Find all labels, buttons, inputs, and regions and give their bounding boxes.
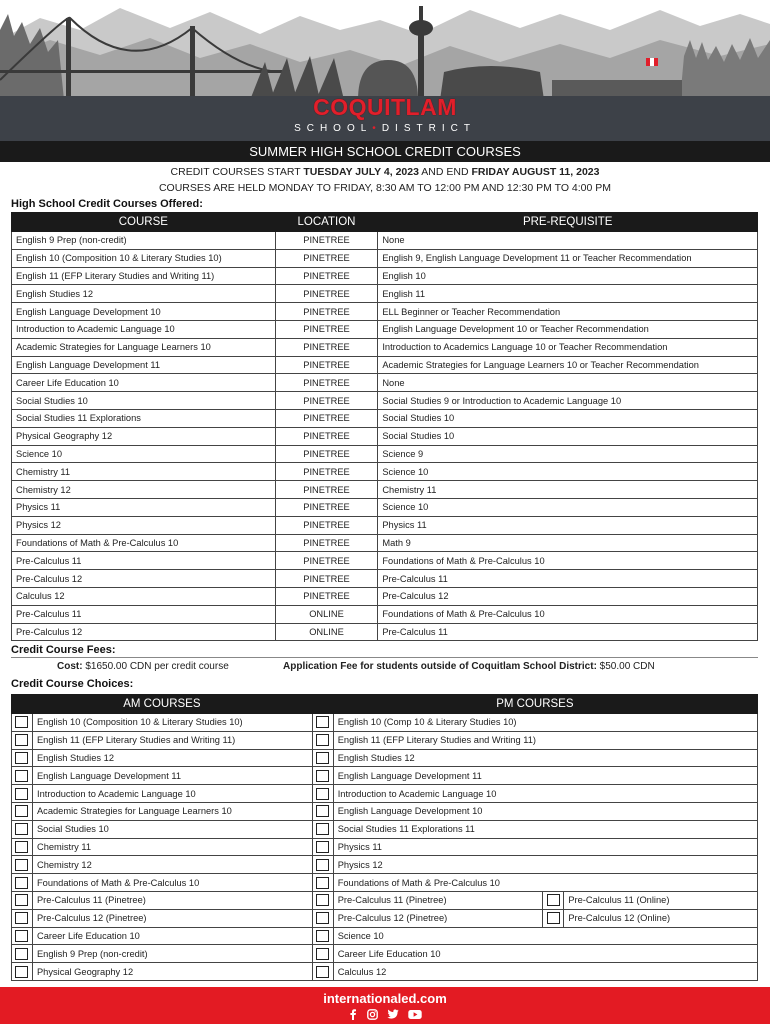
pm-course-checkbox[interactable] (316, 788, 329, 800)
pm-course-checkbox-cell (312, 945, 333, 963)
location-cell: PINETREE (275, 445, 378, 463)
am-course-label: Pre-Calculus 11 (Pinetree) (32, 891, 312, 909)
pm-course-checkbox-cell (312, 909, 333, 927)
courses-offered-table (11, 212, 758, 641)
table-row (12, 232, 758, 250)
table-row (12, 623, 758, 641)
youtube-icon[interactable] (408, 1009, 422, 1020)
pm-course-label: English 11 (EFP Literary Studies and Writing 11) (333, 731, 757, 749)
am-course-checkbox-cell (12, 909, 33, 927)
location-cell: PINETREE (275, 552, 378, 570)
prerequisite-cell: Pre-Calculus 12 (378, 587, 758, 605)
pm-course-checkbox[interactable] (316, 912, 329, 924)
am-course-checkbox[interactable] (15, 948, 28, 960)
prerequisite-cell: Social Studies 9 or Introduction to Academic Language 10 (378, 392, 758, 410)
course-cell: Foundations of Math & Pre-Calculus 10 (12, 534, 276, 552)
course-cell: Calculus 12 (12, 587, 276, 605)
location-cell: PINETREE (275, 249, 378, 267)
am-course-checkbox[interactable] (15, 788, 28, 800)
am-course-checkbox[interactable] (15, 734, 28, 746)
am-course-label: Foundations of Math & Pre-Calculus 10 (32, 874, 312, 892)
am-course-label: Social Studies 10 (32, 820, 312, 838)
course-cell: English Studies 12 (12, 285, 276, 303)
online-course-checkbox[interactable] (547, 912, 560, 924)
table-row (12, 356, 758, 374)
table-row (12, 516, 758, 534)
am-course-checkbox[interactable] (15, 770, 28, 782)
pm-course-label: Foundations of Math & Pre-Calculus 10 (333, 874, 757, 892)
table-row (12, 267, 758, 285)
am-course-checkbox-cell (12, 749, 33, 767)
table-row (12, 338, 758, 356)
course-cell: English 10 (Composition 10 & Literary Studies 10) (12, 249, 276, 267)
prerequisite-cell: English Language Development 10 or Teacher Recommendation (378, 320, 758, 338)
pm-course-checkbox-cell (312, 785, 333, 803)
course-cell: Academic Strategies for Language Learners 10 (12, 338, 276, 356)
choice-row (12, 927, 758, 945)
choices-table-header (12, 695, 758, 714)
location-cell: PINETREE (275, 303, 378, 321)
table-row (12, 249, 758, 267)
choice-row (12, 891, 758, 909)
prerequisite-cell: Foundations of Math & Pre-Calculus 10 (378, 605, 758, 623)
location-cell: PINETREE (275, 587, 378, 605)
course-cell: Physics 11 (12, 498, 276, 516)
prerequisite-cell: Science 10 (378, 498, 758, 516)
pm-course-checkbox-cell (312, 749, 333, 767)
pm-course-checkbox-cell (312, 838, 333, 856)
am-course-label: Physical Geography 12 (32, 963, 312, 981)
course-cell: Social Studies 10 (12, 392, 276, 410)
facebook-icon[interactable] (348, 1009, 358, 1020)
prerequisite-cell: English 9, English Language Development 11 or Teacher Recommendation (378, 249, 758, 267)
location-cell: PINETREE (275, 516, 378, 534)
am-course-checkbox[interactable] (15, 752, 28, 764)
am-course-checkbox-cell (12, 820, 33, 838)
am-course-checkbox[interactable] (15, 894, 28, 906)
location-cell: PINETREE (275, 534, 378, 552)
location-cell: PINETREE (275, 374, 378, 392)
pm-course-checkbox[interactable] (316, 894, 329, 906)
table-row (12, 552, 758, 570)
am-course-checkbox-cell (12, 838, 33, 856)
am-course-label: English Studies 12 (32, 749, 312, 767)
online-course-checkbox[interactable] (547, 894, 560, 906)
dates-line (0, 166, 770, 178)
pm-course-checkbox[interactable] (316, 930, 329, 942)
prerequisite-cell: Pre-Calculus 11 (378, 570, 758, 588)
course-cell: Physical Geography 12 (12, 427, 276, 445)
am-course-checkbox[interactable] (15, 877, 28, 889)
pm-course-label: Pre-Calculus 12 (Pinetree) (333, 909, 543, 927)
course-choices-table (11, 694, 758, 981)
am-course-checkbox[interactable] (15, 823, 28, 835)
course-cell: Chemistry 12 (12, 481, 276, 499)
am-course-label: Career Life Education 10 (32, 927, 312, 945)
choice-row (12, 909, 758, 927)
table-row (12, 570, 758, 588)
pm-course-label: English 10 (Comp 10 & Literary Studies 10) (333, 714, 757, 732)
am-course-label: Introduction to Academic Language 10 (32, 785, 312, 803)
location-cell: PINETREE (275, 267, 378, 285)
pm-course-checkbox-cell (312, 963, 333, 981)
location-cell: PINETREE (275, 481, 378, 499)
choice-row (12, 785, 758, 803)
table-row (12, 498, 758, 516)
pm-course-checkbox[interactable] (316, 716, 329, 728)
brand-dot-icon: • (372, 123, 382, 134)
table-row (12, 445, 758, 463)
pm-course-checkbox[interactable] (316, 734, 329, 746)
choice-row (12, 945, 758, 963)
choice-row (12, 767, 758, 785)
pm-course-label: Introduction to Academic Language 10 (333, 785, 757, 803)
choice-row (12, 874, 758, 892)
pm-course-checkbox[interactable] (316, 877, 329, 889)
am-course-checkbox[interactable] (15, 859, 28, 871)
pm-course-checkbox-cell (312, 714, 333, 732)
am-course-checkbox-cell (12, 785, 33, 803)
pm-course-checkbox-cell (312, 820, 333, 838)
online-course-label: Pre-Calculus 12 (Online) (564, 909, 758, 927)
course-cell: Social Studies 11 Explorations (12, 409, 276, 427)
brand-sub-right: DISTRICT (381, 123, 476, 134)
location-cell: PINETREE (275, 232, 378, 250)
table-row (12, 587, 758, 605)
table-row (12, 427, 758, 445)
pm-course-label: Social Studies 11 Explorations 11 (333, 820, 757, 838)
pm-course-checkbox[interactable] (316, 841, 329, 853)
col-header-course: COURSE (12, 213, 276, 232)
am-course-checkbox[interactable] (15, 841, 28, 853)
website-link[interactable]: internationaled.com (323, 991, 447, 1006)
pm-course-checkbox-cell (312, 767, 333, 785)
dates-prefix: CREDIT COURSES START (170, 166, 304, 178)
am-course-label: English 10 (Composition 10 & Literary Studies 10) (32, 714, 312, 732)
location-cell: PINETREE (275, 392, 378, 410)
prerequisite-cell: None (378, 232, 758, 250)
location-cell: PINETREE (275, 409, 378, 427)
pm-course-checkbox-cell (312, 802, 333, 820)
end-date: FRIDAY AUGUST 11, 2023 (471, 166, 600, 178)
prerequisite-cell: Social Studies 10 (378, 409, 758, 427)
pm-course-checkbox[interactable] (316, 805, 329, 817)
vancouver-skyline-illustration (0, 0, 770, 162)
am-courses-header: AM COURSES (12, 695, 313, 714)
am-course-checkbox-cell (12, 891, 33, 909)
brand-subtitle (0, 122, 770, 136)
am-course-label: English 9 Prep (non-credit) (32, 945, 312, 963)
am-course-label: Chemistry 12 (32, 856, 312, 874)
course-cell: Pre-Calculus 11 (12, 552, 276, 570)
location-cell: ONLINE (275, 623, 378, 641)
course-cell: English Language Development 11 (12, 356, 276, 374)
table-row (12, 285, 758, 303)
application-fee-line (283, 661, 655, 672)
am-course-label: English Language Development 11 (32, 767, 312, 785)
choice-row (12, 820, 758, 838)
pm-course-checkbox[interactable] (316, 966, 329, 978)
am-course-checkbox-cell (12, 963, 33, 981)
prerequisite-cell: Introduction to Academics Language 10 or Teacher Recommendation (378, 338, 758, 356)
pm-course-label: Science 10 (333, 927, 757, 945)
cost-value: $1650.00 CDN per credit course (82, 661, 229, 672)
location-cell: PINETREE (275, 356, 378, 374)
am-course-checkbox[interactable] (15, 966, 28, 978)
footer (0, 987, 770, 1024)
table-row (12, 409, 758, 427)
am-course-label: Chemistry 11 (32, 838, 312, 856)
am-course-checkbox-cell (12, 945, 33, 963)
pm-course-label: Calculus 12 (333, 963, 757, 981)
am-course-label: Academic Strategies for Language Learners 10 (32, 802, 312, 820)
am-course-checkbox-cell (12, 856, 33, 874)
table-row (12, 605, 758, 623)
prerequisite-cell: Academic Strategies for Language Learners 10 or Teacher Recommendation (378, 356, 758, 374)
offered-label: High School Credit Courses Offered: (11, 198, 203, 210)
pm-course-label: English Studies 12 (333, 749, 757, 767)
pm-course-label: Physics 11 (333, 838, 757, 856)
prerequisite-cell: Pre-Calculus 11 (378, 623, 758, 641)
am-course-checkbox[interactable] (15, 912, 28, 924)
table-row (12, 303, 758, 321)
pm-course-checkbox[interactable] (316, 859, 329, 871)
location-cell: PINETREE (275, 498, 378, 516)
choice-row (12, 714, 758, 732)
table-row (12, 320, 758, 338)
location-cell: PINETREE (275, 338, 378, 356)
course-cell: Science 10 (12, 445, 276, 463)
pm-course-checkbox-cell (312, 856, 333, 874)
col-header-location: LOCATION (275, 213, 378, 232)
am-course-checkbox[interactable] (15, 930, 28, 942)
choice-row (12, 963, 758, 981)
application-fee-value: $50.00 CDN (596, 661, 655, 672)
course-cell: Pre-Calculus 12 (12, 623, 276, 641)
page-title: SUMMER HIGH SCHOOL CREDIT COURSES (0, 141, 770, 162)
am-course-checkbox-cell (12, 731, 33, 749)
prerequisite-cell: Foundations of Math & Pre-Calculus 10 (378, 552, 758, 570)
pm-course-label: Career Life Education 10 (333, 945, 757, 963)
am-course-checkbox-cell (12, 927, 33, 945)
table-row (12, 392, 758, 410)
course-cell: Physics 12 (12, 516, 276, 534)
pm-course-checkbox-cell (312, 891, 333, 909)
course-cell: Pre-Calculus 12 (12, 570, 276, 588)
am-course-checkbox[interactable] (15, 716, 28, 728)
prerequisite-cell: Science 9 (378, 445, 758, 463)
prerequisite-cell: Chemistry 11 (378, 481, 758, 499)
course-cell: Pre-Calculus 11 (12, 605, 276, 623)
course-cell: Chemistry 11 (12, 463, 276, 481)
pm-course-checkbox-cell (312, 731, 333, 749)
twitter-icon[interactable] (387, 1009, 399, 1020)
am-course-checkbox[interactable] (15, 805, 28, 817)
location-cell: PINETREE (275, 570, 378, 588)
pm-course-label: Pre-Calculus 11 (Pinetree) (333, 891, 543, 909)
choice-row (12, 838, 758, 856)
prerequisite-cell: ELL Beginner or Teacher Recommendation (378, 303, 758, 321)
pm-course-label: English Language Development 11 (333, 767, 757, 785)
table-row (12, 481, 758, 499)
instagram-icon[interactable] (367, 1009, 378, 1020)
location-cell: PINETREE (275, 285, 378, 303)
prerequisite-cell: English 11 (378, 285, 758, 303)
am-course-checkbox-cell (12, 802, 33, 820)
fees-label: Credit Course Fees: (11, 644, 116, 656)
course-cell: English 9 Prep (non-credit) (12, 232, 276, 250)
location-cell: PINETREE (275, 463, 378, 481)
pm-course-checkbox[interactable] (316, 770, 329, 782)
choice-row (12, 731, 758, 749)
pm-courses-header: PM COURSES (312, 695, 757, 714)
pm-course-checkbox[interactable] (316, 948, 329, 960)
course-cell: English 11 (EFP Literary Studies and Writing 11) (12, 267, 276, 285)
header-banner (0, 0, 770, 162)
am-course-checkbox-cell (12, 874, 33, 892)
online-course-checkbox-cell (543, 909, 564, 927)
prerequisite-cell: Physics 11 (378, 516, 758, 534)
prerequisite-cell: Social Studies 10 (378, 427, 758, 445)
course-cell: Introduction to Academic Language 10 (12, 320, 276, 338)
location-cell: PINETREE (275, 427, 378, 445)
prerequisite-cell: None (378, 374, 758, 392)
location-cell: PINETREE (275, 320, 378, 338)
application-fee-label: Application Fee for students outside of Coquitlam School District: (283, 661, 597, 672)
am-course-label: English 11 (EFP Literary Studies and Writing 11) (32, 731, 312, 749)
brand-sub-left: SCHOOL (294, 123, 373, 134)
am-course-checkbox-cell (12, 714, 33, 732)
choice-row (12, 749, 758, 767)
prerequisite-cell: Science 10 (378, 463, 758, 481)
cost-label: Cost: (57, 661, 83, 672)
table-row (12, 534, 758, 552)
pm-course-label: Physics 12 (333, 856, 757, 874)
col-header-prerequisite: PRE-REQUISITE (378, 213, 758, 232)
pm-course-checkbox-cell (312, 927, 333, 945)
table-row (12, 463, 758, 481)
fees-divider (11, 657, 758, 658)
courses-table-header (12, 213, 758, 232)
schedule-line: COURSES ARE HELD MONDAY TO FRIDAY, 8:30 AM TO 12:00 PM AND 12:30 PM TO 4:00 PM (158, 182, 612, 194)
brand-name: COQUITLAM (313, 94, 457, 120)
prerequisite-cell: Math 9 (378, 534, 758, 552)
online-course-checkbox-cell (543, 891, 564, 909)
course-cell: Career Life Education 10 (12, 374, 276, 392)
prerequisite-cell: English 10 (378, 267, 758, 285)
table-row (12, 374, 758, 392)
dates-mid: AND END (418, 166, 472, 178)
am-course-label: Pre-Calculus 12 (Pinetree) (32, 909, 312, 927)
pm-course-checkbox[interactable] (316, 752, 329, 764)
choice-row (12, 802, 758, 820)
pm-course-checkbox[interactable] (316, 823, 329, 835)
social-icons (0, 1009, 770, 1020)
start-date: TUESDAY JULY 4, 2023 (303, 166, 419, 178)
cost-line (57, 661, 229, 672)
location-cell: ONLINE (275, 605, 378, 623)
choice-row (12, 856, 758, 874)
pm-course-label: English Language Development 10 (333, 802, 757, 820)
course-cell: English Language Development 10 (12, 303, 276, 321)
choices-label: Credit Course Choices: (11, 678, 134, 690)
am-course-checkbox-cell (12, 767, 33, 785)
online-course-label: Pre-Calculus 11 (Online) (564, 891, 758, 909)
pm-course-checkbox-cell (312, 874, 333, 892)
district-logo (0, 94, 770, 136)
